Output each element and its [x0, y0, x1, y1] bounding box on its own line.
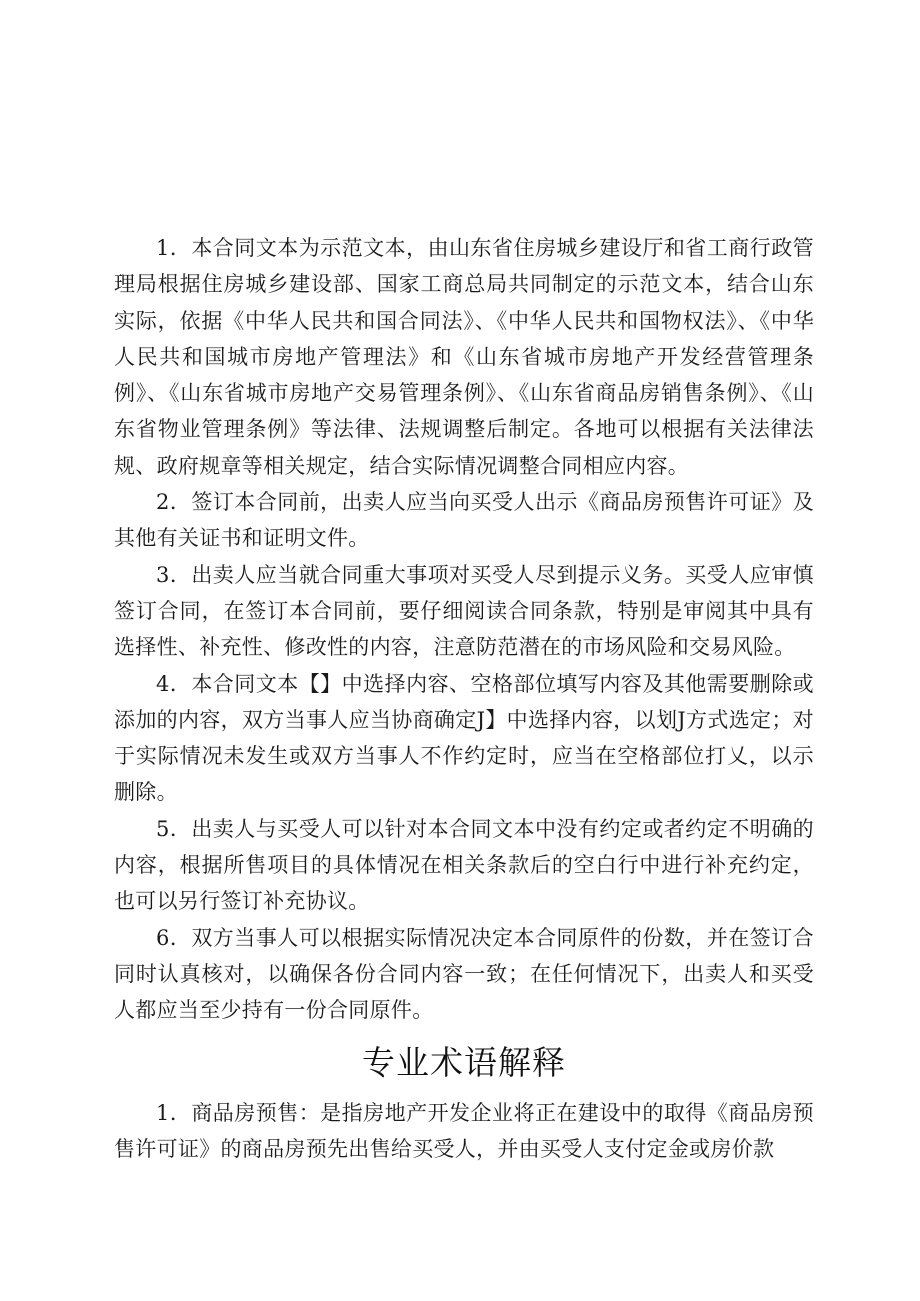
term-paragraph-1: 1．商品房预售：是指房地产开发企业将正在建设中的取得《商品房预售许可证》的商品房预先出售给买受人，并由买受人支付定金或房价款: [114, 1100, 814, 1161]
terms-heading: 专业术语解释: [362, 1042, 566, 1082]
note-paragraph-6: 6．双方当事人可以根据实际情况决定本合同原件的份数，并在签订合同时认真核对，以确保各份合同内容一致；在任何情况下，出卖人和买受人都应当至少持有一份合同原件。: [114, 925, 814, 1023]
note-paragraph-3: 3．出卖人应当就合同重大事项对买受人尽到提示义务。买受人应审慎签订合同，在签订本合同前，要仔细阅读合同条款，特别是审阅其中具有选择性、补充性、修改性的内容，注意防范潜在的市场风险和交易风险。: [114, 562, 814, 660]
note-paragraph-5: 5．出卖人与买受人可以针对本合同文本中没有约定或者约定不明确的内容，根据所售项目的具体情况在相关条款后的空白行中进行补充约定，也可以另行签订补充协议。: [114, 816, 814, 914]
note-paragraph-2: 2．签订本合同前，出卖人应当向买受人出示《商品房预售许可证》及其他有关证书和证明文件。: [114, 490, 814, 551]
note-paragraph-1: 1．本合同文本为示范文本，由山东省住房城乡建设厅和省工商行政管理局根据住房城乡建设部、国家工商总局共同制定的示范文本，结合山东实际，依据《中华人民共和国合同法》、《中华人民共和国物权法》、《中华人民共和国城市房地产管理法》和《山东省城市房地产开发经营管理条例》、《山东省城市房地产交易管理条例》、《山东省商品房销售条例》、《山东省物业管理条例》等法律、法规调整后制定。各地可以根据有关法律法规、政府规章等相关规定，结合实际情况调整合同相应内容。: [114, 236, 814, 478]
document-body: [114, 230, 814, 1167]
note-paragraph-4: 4．本合同文本【】中选择内容、空格部位填写内容及其他需要删除或添加的内容，双方当事人应当协商确定J】中选择内容，以划J方式选定；对于实际情况未发生或双方当事人不作约定时，应当在空格部位打乂，以示删除。: [114, 671, 814, 805]
